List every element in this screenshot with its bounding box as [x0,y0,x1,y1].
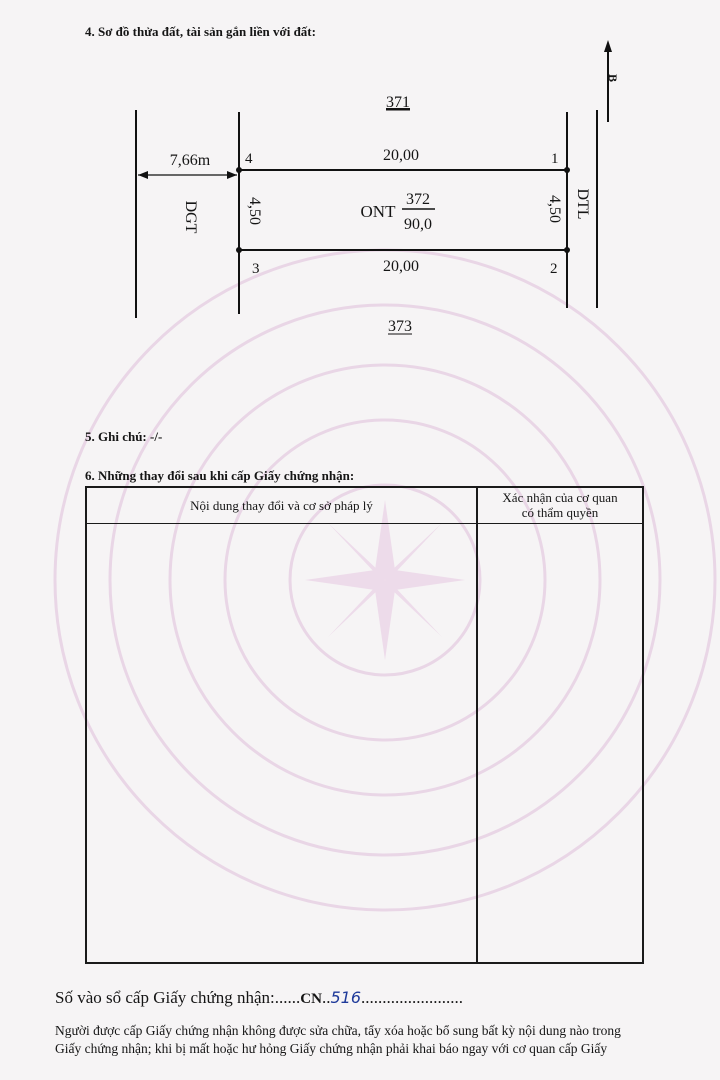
header-rule [87,523,642,524]
registry-line [55,988,463,1008]
edge-bottom-length: 20,00 [383,258,419,275]
corner-1: 1 [551,151,559,167]
parcel-number: 372 [406,191,430,208]
registry-dots-after: ........................ [361,988,463,1007]
parcel-area: 90,0 [404,216,432,233]
edge-left-length: 4,50 [246,197,263,225]
corner-3: 3 [252,261,260,277]
col-confirmation-header-line2: có thẩm quyền [521,505,599,520]
registry-dots-mid: .. [321,988,331,1007]
changes-table [85,486,644,964]
parcel-bottom-number: 373 [388,318,412,335]
edge-top-length: 20,00 [383,147,419,164]
north-label: B [606,74,620,83]
land-plot-diagram [0,0,720,360]
section5-heading: 5. Ghi chú: -/- [85,429,163,444]
disclaimer-line2: Giấy chứng nhận; khi bị mất hoặc hư hỏng Giấy chứng nhận phải khai báo ngay với cơ quan cấp Giấy [55,1041,608,1056]
parcel-top-number: 371 [386,94,410,111]
disclaimer [55,1022,695,1058]
col-change-content-header: Nội dung thay đổi và cơ sở pháp lý [190,498,373,513]
registry-number: 516 [330,988,361,1007]
corner-2: 2 [550,261,558,277]
left-offset-label: 7,66m [169,152,211,169]
registry-label: Số vào sổ cấp Giấy chứng nhận: [55,988,275,1007]
road-left-label: DGT [182,200,199,234]
column-divider [476,488,478,962]
road-right-label: DTL [574,188,591,220]
disclaimer-line1: Người được cấp Giấy chứng nhận không được sửa chữa, tẩy xóa hoặc bổ sung bất kỳ nội dung nào trong [55,1023,621,1038]
registry-prefix: CN [300,991,322,1007]
col-confirmation-header [478,490,642,520]
registry-dots-before: ...... [274,988,301,1007]
section6-heading: 6. Những thay đổi sau khi cấp Giấy chứng nhận: [85,468,355,483]
section4-heading: 4. Sơ đồ thửa đất, tài sản gắn liền với đất: [85,24,316,39]
corner-4: 4 [245,151,253,167]
land-code: ONT [360,202,396,221]
edge-right-length: 4,50 [546,195,563,223]
col-confirmation-header-line1: Xác nhận của cơ quan [502,490,618,505]
